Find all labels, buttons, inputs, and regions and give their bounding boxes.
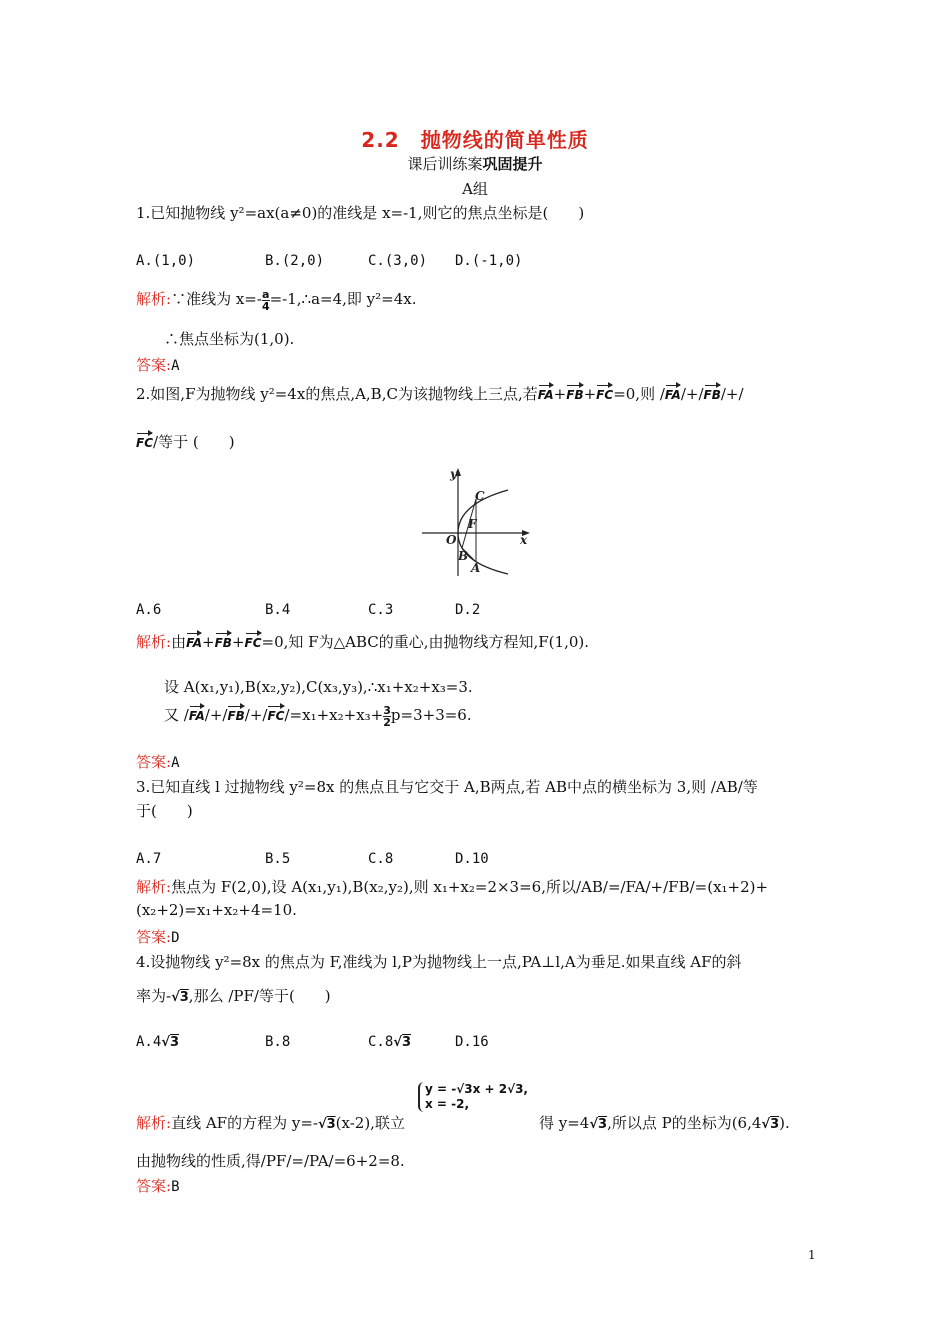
q2-an3-e: p=3+3=6. — [390, 706, 472, 724]
q2-bar-plus-2: /+/ — [720, 385, 744, 403]
q4-answer-value: B — [171, 1179, 180, 1195]
q4-sqrt-sign: √ — [171, 990, 180, 1005]
q2-vec-fc: FC — [596, 382, 613, 402]
q4-analysis-line1 — [136, 1112, 405, 1133]
q4-answer — [136, 1175, 180, 1196]
q4-stem-text-b: ,那么 /PF/等于( ) — [188, 987, 331, 1005]
q4-option-c-sqrt — [393, 1035, 411, 1050]
q2-plus-1: + — [553, 385, 567, 403]
q3-analysis-line2: (x₂+2)=x₁+x₂+4=10. — [136, 901, 297, 919]
q2-an-plus-1: + — [202, 633, 215, 651]
q1-answer-label: 答案: — [136, 356, 172, 374]
group-label: A组 — [462, 180, 488, 198]
q2-stem-c: /等于 ( ) — [153, 433, 235, 451]
q2-stem-b: =0,则 / — [613, 385, 665, 403]
q4-an-sqrt-1 — [318, 1117, 336, 1132]
q2-vec-fb-2: FB — [704, 382, 721, 402]
q2-vec-fc-2: FC — [136, 430, 153, 450]
q4-system-line1: y = -√3x + 2√3, — [425, 1082, 528, 1096]
q4-an-sqrt-3-sign: √ — [761, 1117, 771, 1132]
q2-vec-fa-2: FA — [665, 382, 681, 402]
q2-an-vec-fa: FA — [186, 630, 202, 650]
q1-answer-value: A — [171, 358, 180, 374]
fig-label-a: A — [471, 561, 481, 575]
q2-vec-fb: FB — [566, 382, 583, 402]
q1-fraction-num: a — [262, 287, 270, 301]
q4-option-c-sqrt-rad: 3 — [401, 1035, 412, 1050]
q1-analysis-line1 — [136, 288, 417, 312]
q4-analysis-text-e: ). — [779, 1114, 790, 1132]
q4-an-sqrt-3 — [761, 1117, 779, 1132]
q2-fraction-num: 3 — [383, 703, 391, 717]
q3-answer-value: D — [171, 930, 180, 946]
q4-answer-label: 答案: — [136, 1177, 172, 1195]
q4-stem-text-a: 率为- — [136, 987, 172, 1005]
q3-option-a: A.7 — [136, 851, 162, 867]
q1-analysis-label: 解析: — [136, 290, 172, 308]
q3-option-c: C.8 — [368, 851, 394, 867]
subtitle-bold: 巩固提升 — [482, 155, 543, 173]
q4-option-a — [136, 1034, 179, 1050]
q4-option-c-sqrt-sign: √ — [393, 1035, 402, 1050]
q4-sqrt-rad: 3 — [179, 990, 189, 1005]
q2-analysis-line3 — [164, 703, 472, 728]
q4-option-d: D.16 — [455, 1034, 489, 1050]
q1-analysis-text-a: ∵准线为 x=- — [171, 290, 262, 308]
q3-option-b: B.5 — [265, 851, 291, 867]
q2-an3-c: /+/ — [244, 706, 268, 724]
fig-label-c: C — [475, 489, 485, 503]
q2-an3-vec-fa: FA — [189, 703, 205, 723]
q4-option-b: B.8 — [265, 1034, 291, 1050]
q3-option-d: D.10 — [455, 851, 489, 867]
q2-an3-a: 又 / — [164, 706, 189, 724]
q4-an-sqrt-2-sign: √ — [589, 1117, 599, 1132]
page-title: 2.2 抛物线的简单性质 — [361, 128, 589, 152]
fig-label-x: x — [520, 533, 528, 547]
q2-analysis-text-a: 由 — [171, 633, 187, 651]
fig-label-o: O — [446, 533, 457, 547]
q1-analysis-line2: ∴焦点坐标为(1,0). — [164, 330, 295, 348]
q3-analysis-text: 焦点为 F(2,0),设 A(x₁,y₁),B(x₂,y₂),则 x₁+x₂=2×3=6,所以/AB/=/FA/+/FB/=(x₁+2)+ — [171, 878, 769, 896]
q4-stem-line1: 4.设抛物线 y²=8x 的焦点为 F,准线为 l,P为抛物线上一点,PA⊥l,A为垂足.如果直线 AF的斜 — [136, 953, 742, 971]
q3-stem-line2: 于( ) — [136, 802, 193, 820]
q3-analysis-label: 解析: — [136, 878, 172, 896]
page-subtitle — [0, 153, 950, 174]
q3-answer-label: 答案: — [136, 928, 172, 946]
q4-option-a-sqrt — [161, 1035, 179, 1050]
q2-answer-value: A — [171, 755, 180, 771]
q1-stem: 1.已知抛物线 y²=ax(a≠0)的准线是 x=-1,则它的焦点坐标是( ) — [136, 204, 585, 222]
q3-stem-line1: 3.已知直线 l 过抛物线 y²=8x 的焦点且与它交于 A,B两点,若 AB中点的横坐标为 3,则 /AB/等 — [136, 778, 758, 796]
q2-analysis-label: 解析: — [136, 633, 172, 651]
q2-an-plus-2: + — [231, 633, 245, 651]
q2-an-vec-fb: FB — [215, 630, 232, 650]
q4-an-sqrt-3-rad: 3 — [770, 1117, 780, 1132]
q2-answer-label: 答案: — [136, 753, 172, 771]
q2-option-b: B.4 — [265, 602, 291, 618]
q2-an3-d: /=x₁+x₂+x₃+ — [284, 706, 384, 724]
q2-an3-vec-fc: FC — [267, 703, 284, 723]
q1-answer — [136, 354, 180, 375]
fig-label-y: y — [450, 467, 457, 481]
q2-vec-fa: FA — [538, 382, 554, 402]
q2-an-vec-fc: FC — [245, 630, 262, 650]
q2-stem-line1 — [136, 382, 744, 404]
q4-analysis-text-c: 得 y=4 — [539, 1114, 590, 1132]
q1-option-c: C.(3,0) — [368, 253, 428, 269]
q2-answer — [136, 751, 180, 772]
q4-analysis-text-a: 直线 AF的方程为 y=- — [171, 1114, 318, 1132]
q4-analysis-line2: 由抛物线的性质,得/PF/=/PA/=6+2=8. — [136, 1152, 405, 1170]
q2-analysis-line1 — [136, 630, 589, 652]
q2-option-a: A.6 — [136, 602, 162, 618]
q1-fraction-den: 4 — [261, 299, 270, 313]
q2-fraction — [383, 705, 391, 728]
q4-stem-line2 — [136, 985, 331, 1006]
q4-an-sqrt-2-rad: 3 — [598, 1117, 608, 1132]
q2-an3-b: /+/ — [204, 706, 228, 724]
q2-fraction-den: 2 — [383, 715, 391, 729]
q4-an-sqrt-2 — [589, 1117, 607, 1132]
q4-analysis-line1-right — [539, 1112, 790, 1133]
q1-option-d: D.(-1,0) — [455, 253, 523, 269]
q2-analysis-text-b: =0,知 F为△ABC的重心,由抛物线方程知,F(1,0). — [261, 633, 590, 651]
q1-option-a: A.(1,0) — [136, 253, 196, 269]
q4-sqrt — [171, 990, 189, 1005]
q2-figure — [418, 466, 538, 578]
q2-bar-plus-1: /+/ — [680, 385, 704, 403]
q2-analysis-line2: 设 A(x₁,y₁),B(x₂,y₂),C(x₃,y₃),∴x₁+x₂+x₃=3. — [164, 678, 473, 696]
q4-an-sqrt-1-rad: 3 — [326, 1117, 336, 1132]
q4-system-line2: x = -2, — [425, 1097, 470, 1111]
q1-analysis-text-b: =-1,∴a=4,即 y²=4x. — [269, 290, 417, 308]
q4-option-c-text: C.8 — [368, 1034, 394, 1050]
q4-option-a-text: A.4 — [136, 1034, 162, 1050]
q1-fraction — [262, 289, 270, 312]
q4-equation-system — [418, 1082, 528, 1112]
q2-option-c: C.3 — [368, 602, 394, 618]
q2-plus-2: + — [583, 385, 597, 403]
q4-option-a-sqrt-rad: 3 — [169, 1035, 180, 1050]
q4-an-sqrt-1-sign: √ — [317, 1117, 327, 1132]
q3-analysis-line1 — [136, 876, 768, 897]
page-number: 1 — [808, 1248, 816, 1262]
q4-option-a-sqrt-sign: √ — [161, 1035, 170, 1050]
fig-label-b: B — [458, 549, 469, 563]
q2-an3-vec-fb: FB — [227, 703, 244, 723]
q3-answer — [136, 926, 180, 947]
q4-analysis-label: 解析: — [136, 1114, 172, 1132]
q4-analysis-text-d: ,所以点 P的坐标为(6,4 — [607, 1114, 762, 1132]
subtitle-plain: 课后训练案 — [407, 155, 483, 173]
q2-option-d: D.2 — [455, 602, 481, 618]
fig-label-f: F — [468, 517, 477, 531]
q4-option-c — [368, 1034, 411, 1050]
q2-stem-a: 2.如图,F为抛物线 y²=4x的焦点,A,B,C为该抛物线上三点,若 — [136, 385, 538, 403]
q4-analysis-text-b: (x-2),联立 — [335, 1114, 405, 1132]
q2-stem-line2 — [136, 430, 235, 452]
q1-option-b: B.(2,0) — [265, 253, 325, 269]
